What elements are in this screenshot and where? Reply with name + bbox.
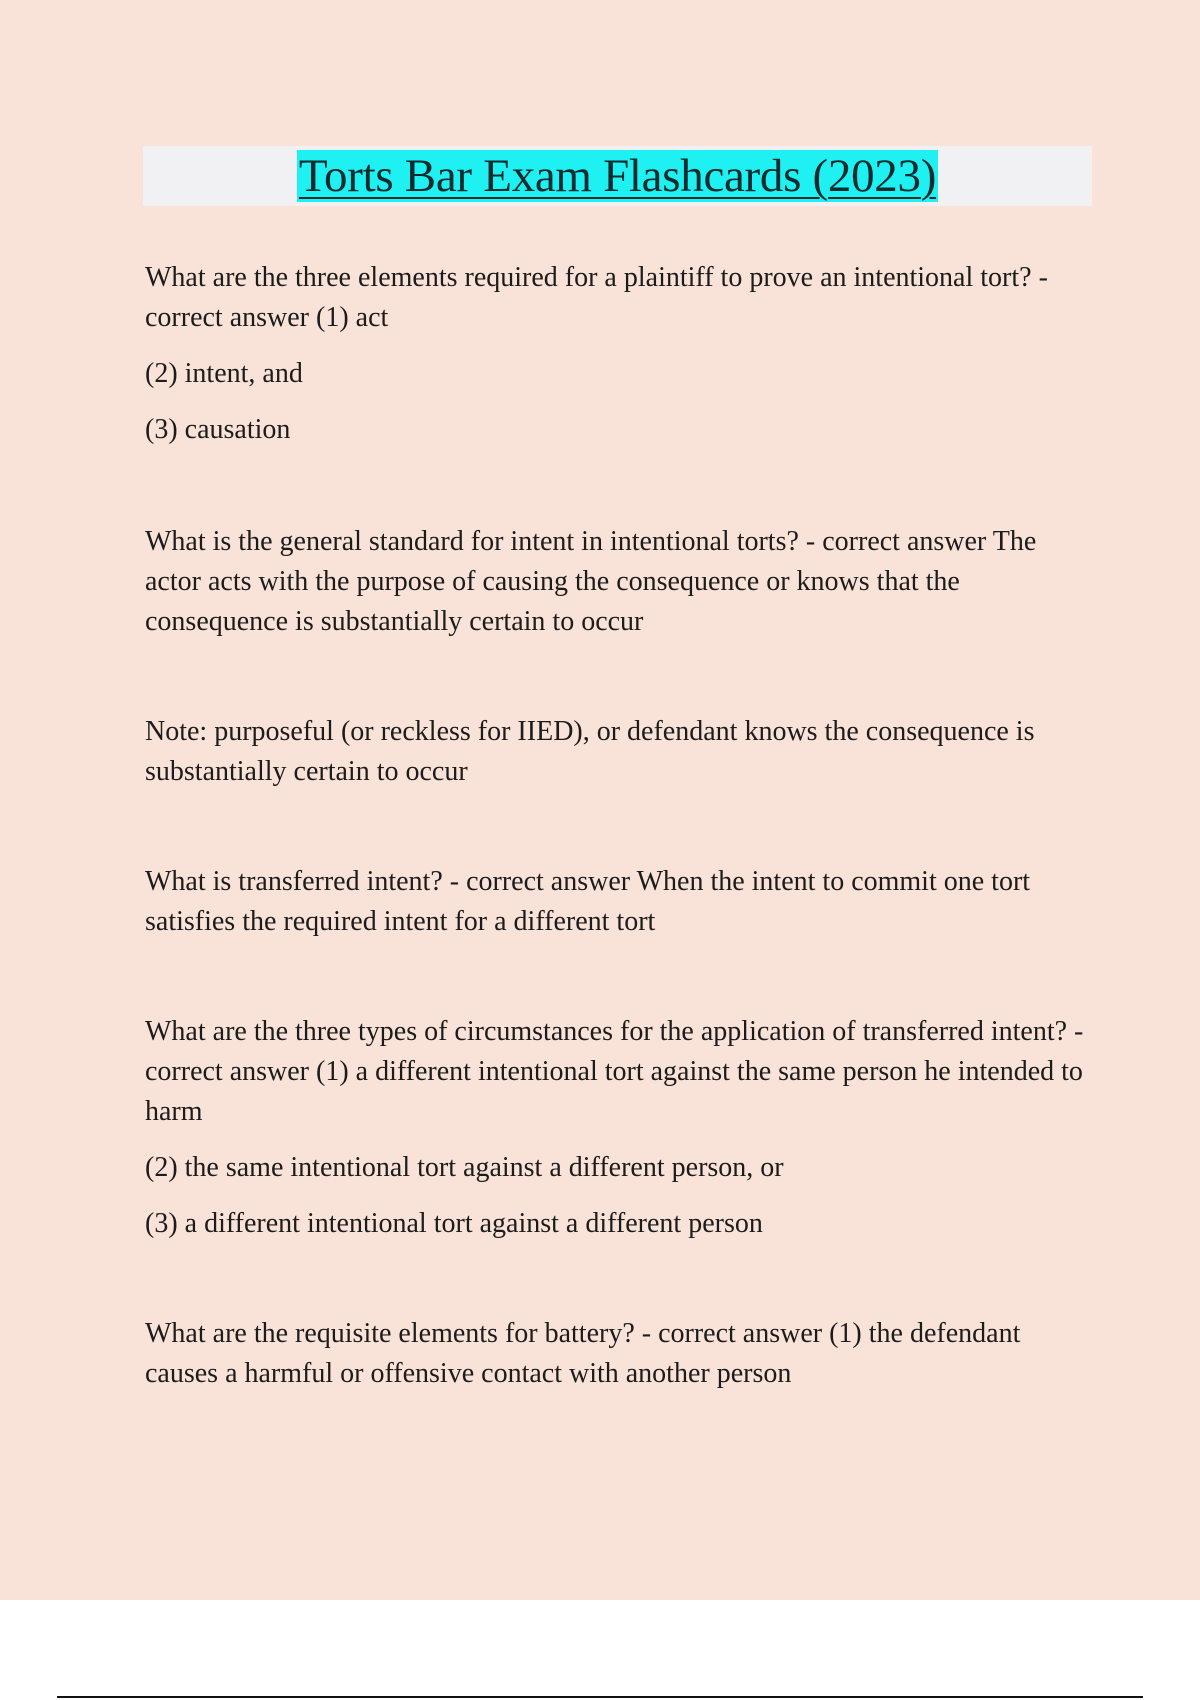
flashcard: [145, 1314, 1085, 1394]
flashcard: [145, 522, 1085, 642]
spacer: [145, 1244, 1085, 1314]
flashcard-question-answer: What is transferred intent? - correct answer When the intent to commit one tort satisfies the required intent for a different tort: [145, 866, 1031, 937]
flashcard: [145, 258, 1085, 450]
flashcard-answer-line: (2) the same intentional tort against a different person, or: [145, 1152, 784, 1183]
flashcard-question-answer: What are the three elements required for a plaintiff to prove an intentional tort? - correct answer (1) act: [145, 262, 1048, 333]
flashcard-question-answer: What are the three types of circumstances for the application of transferred intent? - correct answer (1) a different intentional tort against the same person he intended to harm: [145, 1016, 1084, 1127]
flashcard: [145, 1012, 1085, 1244]
footer-divider: [57, 1696, 1143, 1698]
spacer: [145, 792, 1085, 862]
title-band: [143, 146, 1092, 206]
flashcard-answer-line: (3) a different intentional tort against a different person: [145, 1208, 763, 1239]
flashcard-question-answer: What is the general standard for intent in intentional torts? - correct answer The actor acts with the purpose of causing the consequence or knows that the consequence is substantially certain to occur: [145, 526, 1037, 637]
flashcard: [145, 862, 1085, 942]
spacer: [145, 450, 1085, 522]
flashcard-note: [145, 712, 1085, 792]
document-title: Torts Bar Exam Flashcards (2023): [298, 150, 937, 202]
spacer: [145, 642, 1085, 712]
flashcard-answer-line: (2) intent, and: [145, 358, 303, 389]
flashcard-answer-line: (3) causation: [145, 414, 291, 445]
flashcard-list: [145, 258, 1085, 1394]
flashcard-question-answer: What are the requisite elements for battery? - correct answer (1) the defendant causes a harmful or offensive contact with another person: [145, 1318, 1021, 1389]
spacer: [145, 942, 1085, 1012]
flashcard-note-text: Note: purposeful (or reckless for IIED), or defendant knows the consequence is substantially certain to occur: [145, 716, 1035, 787]
